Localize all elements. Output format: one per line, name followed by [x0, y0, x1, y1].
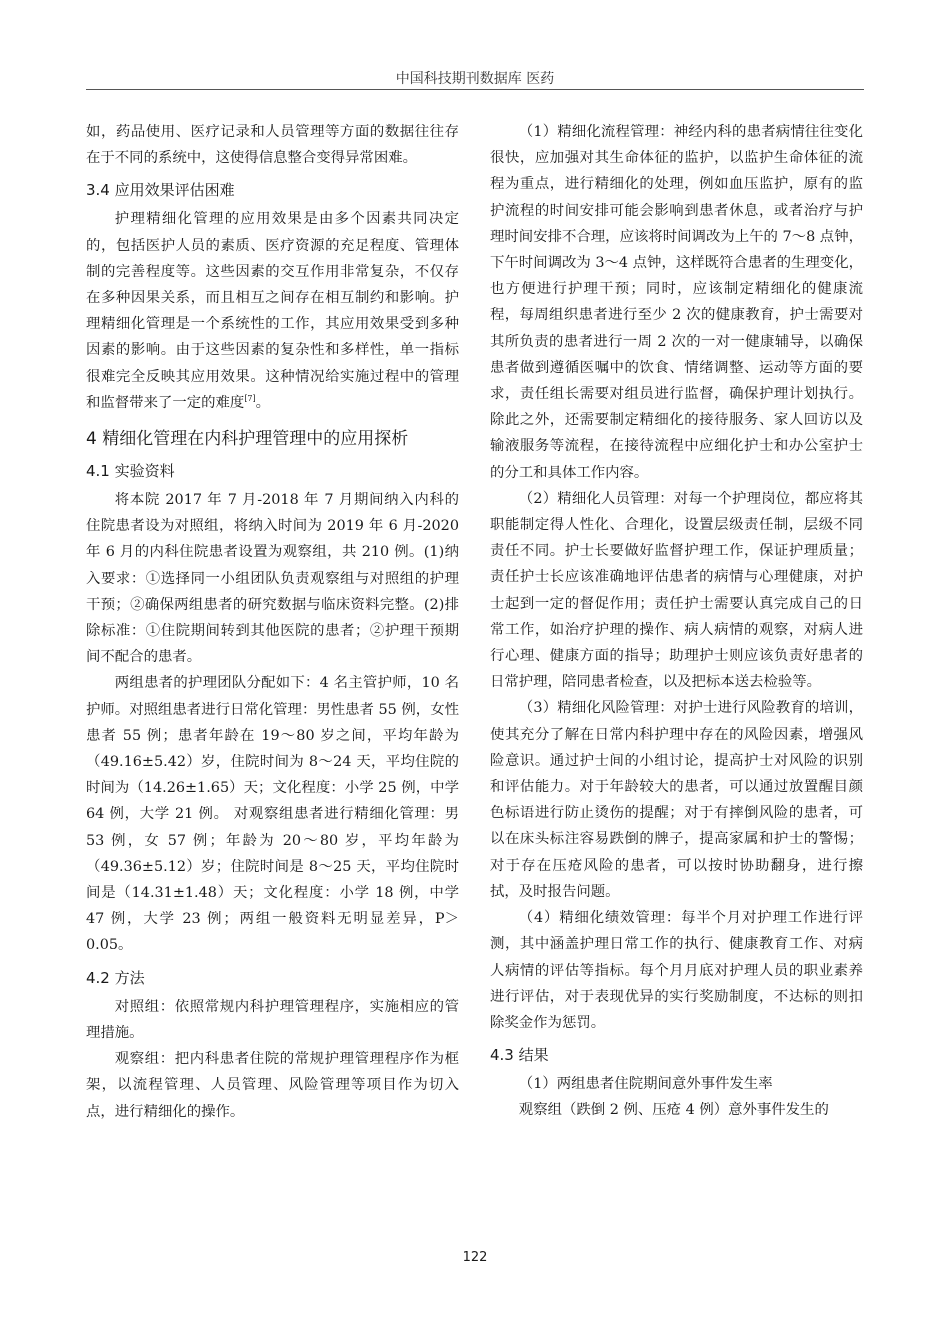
- paragraph-3-4-end: 。: [255, 394, 271, 411]
- running-header: 中国科技期刊数据库 医药: [395, 71, 555, 87]
- paragraph-continued: 如，药品使用、医疗记录和人员管理等方面的数据往往存在于不同的系统中，这使得信息整合变得异常困难。: [86, 124, 459, 167]
- paragraph-4-1-a: 将本院 2017 年 7 月-2018 年 7 月期间纳入内科的住院患者设为对照组，将纳入时间为 2019 年 6 月-2020 年 6 月的内科住院患者设置为观察组，共 210 例。(1)纳入要求：①选择同一小组团队负责观察组与对照组的护理干预；②确保两组患者的研究数据与临床资料完整。(2)排除标准：①住院期间转到其他医院的患者；②护理干预期间不配合的患者。: [86, 492, 459, 666]
- right-column: [490, 119, 863, 1124]
- section-heading-4: 4 精细化管理在内科护理管理中的应用探析: [86, 429, 409, 450]
- paragraph-performance-management: （4）精细化绩效管理：每半个月对护理工作进行评测，其中涵盖护理日常工作的执行、健康教育工作、对病人病情的评估等指标。每个月月底对护理人员的职业素养进行评估，对于表现优异的实行奖励制度，不达标的则扣除奖金作为惩罚。: [490, 910, 863, 1031]
- paragraph-4-3-a: （1）两组患者住院期间意外事件发生率: [518, 1076, 773, 1093]
- left-column: [86, 119, 459, 1125]
- paragraph-risk-management: （3）精细化风险管理：对护士进行风险教育的培训，使其充分了解在日常内科护理中存在的风险因素，增强风险意识。通过护士间的小组讨论，提高护士对风险的识别和评估能力。对于年龄较大的患者，可以通过放置醒目颜色标语进行防止烫伤的提醒；对于有摔倒风险的患者，可以在床头标注容易跌倒的牌子，提高家属和护士的警惕；对于存在压疮风险的患者，可以按时协助翻身，进行擦拭，及时报告问题。: [490, 700, 863, 900]
- citation-ref: [7]: [244, 394, 256, 404]
- section-heading-4-1: 4.1 实验资料: [86, 462, 175, 481]
- paragraph-4-2-a: 对照组：依照常规内科护理管理程序，实施相应的管理措施。: [86, 998, 459, 1041]
- paragraph-3-4: [86, 206, 459, 416]
- header-rule: [86, 89, 864, 90]
- page-number: 122: [462, 1250, 488, 1265]
- section-heading-3-4: 3.4 应用效果评估困难: [86, 181, 235, 200]
- paragraph-4-3-b: 观察组（跌倒 2 例、压疮 4 例）意外事件发生的: [518, 1102, 829, 1119]
- paragraph-personnel-management: （2）精细化人员管理：对每一个护理岗位，都应将其职能制定得人性化、合理化，设置层级责任制，层级不同责任不同。护士长要做好监督护理工作，保证护理质量；责任护士长应该准确地评估患者的病情与心理健康，对护士起到一定的督促作用；责任护士需要认真完成自己的日常工作，如治疗护理的操作、病人病情的观察，对病人进行心理、健康方面的指导；助理护士则应该负责好患者的日常护理，陪同患者检查，以及把标本送去检验等。: [490, 490, 863, 691]
- section-heading-4-2: 4.2 方法: [86, 968, 145, 987]
- section-heading-4-3: 4.3 结果: [490, 1046, 549, 1065]
- paragraph-process-management: （1）精细化流程管理：神经内科的患者病情往往变化很快，应加强对其生命体征的监护，以监护生命体征的流程为重点，进行精细化的处理，例如血压监护，原有的监护流程的时间安排可能会影响到患者休息，或者治疗与护理时间安排不合理，应该将时间调改为上午的 7～8 点钟，下午时间调改为 3～4 点钟，这样既符合患者的生理变化，也方便进行护理干预；同时，应该制定精细化的健康流程，每周组织患者进行至少 2 次的健康教育，护士需要对其所负责的患者进行一周 2 次的一对一健康辅导，以确保患者做到遵循医嘱中的饮食、情绪调整、运动等方面的要求，责任组长需要对组员进行监督，确保护理计划执行。除此之外，还需要制定精细化的接待服务、家人回访以及输液服务等流程，在接待流程中应细化护士和办公室护士的分工和具体工作内容。: [490, 124, 863, 481]
- paragraph-3-4-text: 护理精细化管理的应用效果是由多个因素共同决定的，包括医护人员的素质、医疗资源的充足程度、管理体制的完善程度等。这些因素的交互作用非常复杂，不仅存在多种因果关系，而且相互之间存在相互制约和影响。护理精细化管理是一个系统性的工作，其应用效果受到多种因素的影响。由于这些因素的复杂性和多样性，单一指标很难完全反映其应用效果。这种情况给实施过程中的管理和监督带来了一定的难度: [86, 211, 459, 411]
- paragraph-4-1-b: 两组患者的护理团队分配如下：4 名主管护师，10 名护师。对照组患者进行日常化管理：男性患者 55 例，女性患者 55 例；患者年龄在 19～80 岁之间，平均年龄为（49.16±5.42）岁，住院时间为 8～24 天，平均住院的时间为（14.26±1.65）天；文化程度：小学 25 例，中学 64 例，大学 21 例。 对观察组患者进行精细化管理：男 53 例，女 57 例；年龄为 20～80 岁，平均年龄为（49.36±5.12）岁；住院时间是 8～25 天，平均住院时间是（14.31±1.48）天；文化程度：小学 18 例，中学 47 例，大学 23 例；两组一般资料无明显差异，P＞0.05。: [86, 675, 459, 954]
- paragraph-4-2-b: 观察组：把内科患者住院的常规护理管理程序作为框架，以流程管理、人员管理、风险管理等项目作为切入点，进行精细化的操作。: [86, 1051, 459, 1120]
